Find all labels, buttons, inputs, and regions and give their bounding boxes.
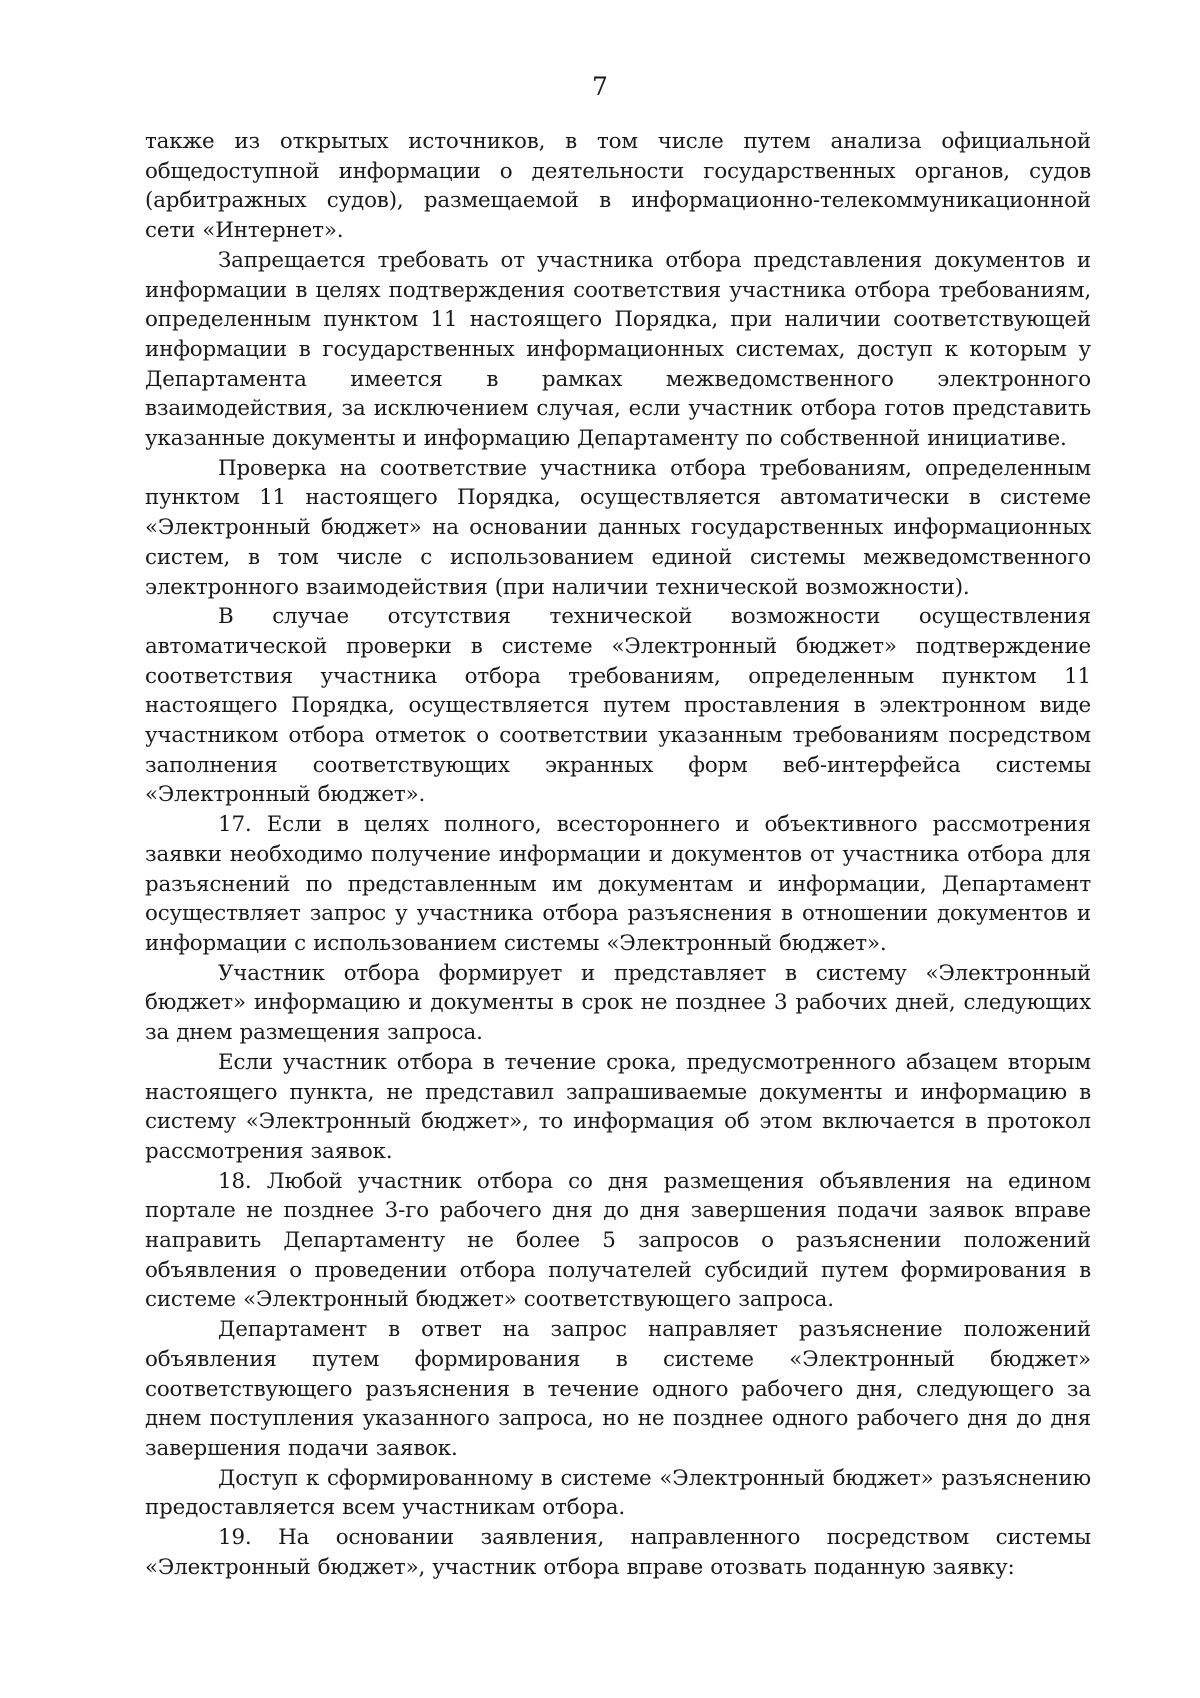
paragraph-clause-18: 18. Любой участник отбора со дня размещения объявления на едином портале не позднее 3-го рабочего дня до дня завершения подачи заявок вправе направить Департаменту не более 5 запросов о разъяснении положений объявления о проведении отбора получателей субсидий путем формирования в системе «Электронный бюджет» соответствующего запроса.	[145, 1168, 1091, 1313]
paragraph-continuation: также из открытых источников, в том числе путем анализа официальной общедоступной информации о деятельности государственных органов, судов (арбитражных судов), размещаемой в информационно-телекоммуникационной сети «Интернет».	[145, 129, 1091, 244]
paragraph-clause-19: 19. На основании заявления, направленного посредством системы «Электронный бюджет», участник отбора вправе отозвать поданную заявку:	[145, 1525, 1091, 1580]
paragraph-automatic-check: Проверка на соответствие участника отбора требованиям, определенным пунктом 11 настоящего Порядка, осуществляется автоматически в системе «Электронный бюджет» на основании данных государственных информационных систем, в том числе с использованием единой системы межведомственного электронного взаимодействия (при наличии технической возможности).	[145, 455, 1091, 600]
document-body	[145, 127, 1091, 1582]
paragraph-clause-17-response-term: Участник отбора формирует и представляет в систему «Электронный бюджет» информацию и документы в срок не позднее 3 рабочих дней, следующих за днем размещения запроса.	[145, 960, 1091, 1046]
paragraph-document-request-prohibition: Запрещается требовать от участника отбора представления документов и информации в целях подтверждения соответствия участника отбора требованиям, определенным пунктом 11 настоящего Порядка, при наличии соответствующей информации в государственных информационных системах, доступ к которым у Департамента имеется в рамках межведомственного электронного взаимодействия, за исключением случая, если участник отбора готов представить указанные документы и информацию Департаменту по собственной инициативе.	[145, 247, 1091, 452]
paragraph-clause-18-access: Доступ к сформированному в системе «Электронный бюджет» разъяснению предоставляется всем участникам отбора.	[145, 1465, 1091, 1521]
paragraph-clause-17: 17. Если в целях полного, всестороннего и объективного рассмотрения заявки необходимо получение информации и документов от участника отбора для разъяснений по представленным им документам и информации, Департамент осуществляет запрос у участника отбора разъяснения в отношении документов и информации с использованием системы «Электронный бюджет».	[145, 812, 1091, 956]
paragraph-manual-confirmation: В случае отсутствия технической возможности осуществления автоматической проверки в системе «Электронный бюджет» подтверждение соответствия участника отбора требованиям, определенным пунктом 11 настоящего Порядка, осуществляется путем проставления в электронном виде участником отбора отметок о соответствии указанным требованиям посредством заполнения соответствующих экранных форм веб-интерфейса системы «Электронный бюджет».	[145, 604, 1091, 808]
page-number: 7	[592, 72, 608, 101]
paragraph-clause-17-no-response: Если участник отбора в течение срока, предусмотренного абзацем вторым настоящего пункта, не представил запрашиваемые документы и информацию в систему «Электронный бюджет», то информация об этом включается в протокол рассмотрения заявок.	[145, 1049, 1091, 1164]
paragraph-clause-18-answer: Департамент в ответ на запрос направляет разъяснение положений объявления путем формирования в системе «Электронный бюджет» соответствующего разъяснения в течение одного рабочего дня, следующего за днем поступления указанного запроса, но не позднее одного рабочего дня до дня завершения подачи заявок.	[145, 1317, 1091, 1461]
